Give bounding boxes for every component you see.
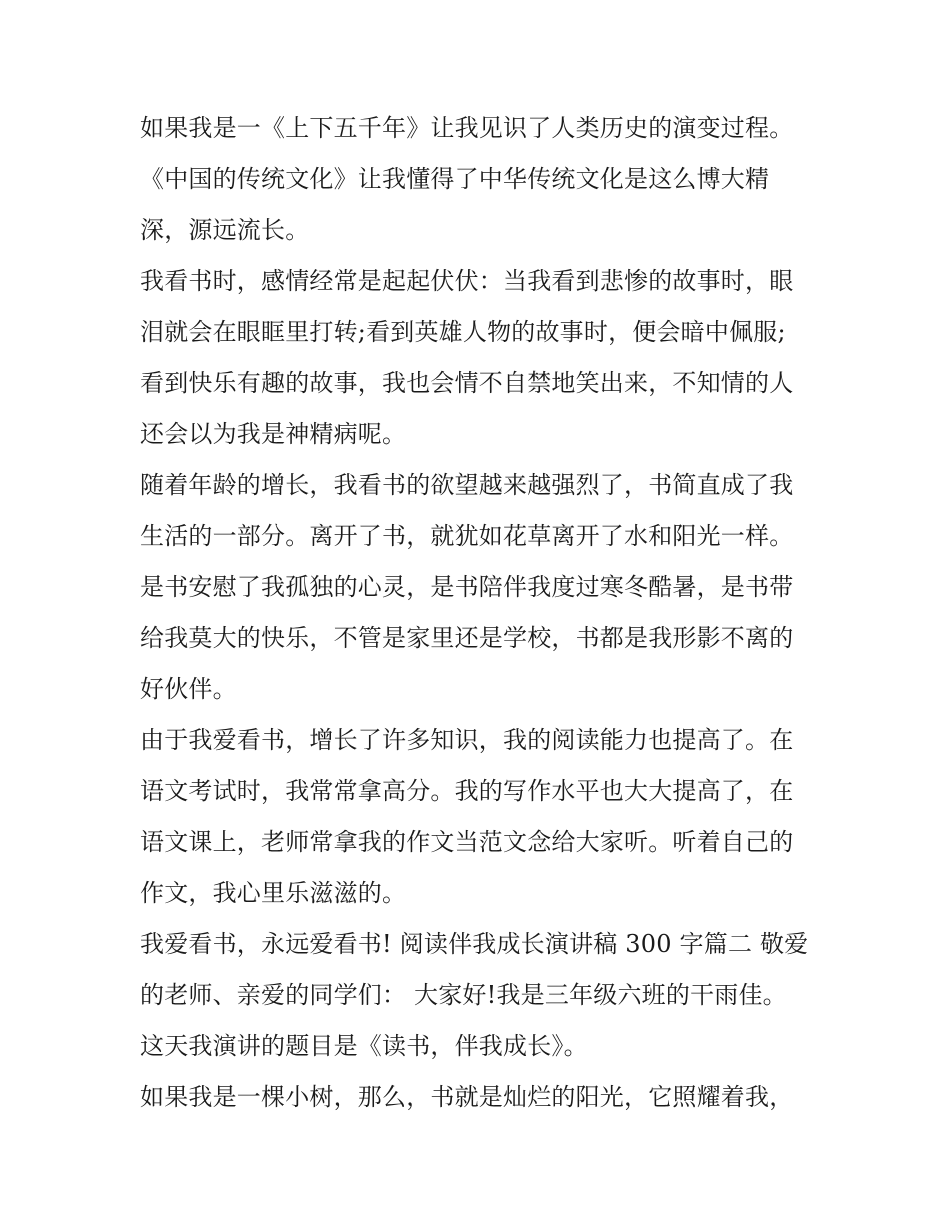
text-line: 还会以为我是神精病呢。 xyxy=(140,420,407,448)
text-line: 这天我演讲的题目是《读书，伴我成长》。 xyxy=(140,1032,588,1060)
text-line: 作文，我心里乐滋滋的。 xyxy=(140,879,407,907)
text-line: 是书安慰了我孤独的心灵，是书陪伴我度过寒冬酷暑，是书带 xyxy=(140,573,794,601)
text-line: 生活的一部分。离开了书，就犹如花草离开了水和阳光一样。 xyxy=(140,522,794,550)
text-line: 给我莫大的快乐，不管是家里还是学校，书都是我形影不离的 xyxy=(140,624,794,652)
text-line: 由于我爱看书，增长了许多知识，我的阅读能力也提高了。在 xyxy=(140,726,794,754)
text-line: 深，源远流长。 xyxy=(140,216,310,244)
text-line: 好伙伴。 xyxy=(140,675,237,703)
text-line: 泪就会在眼眶里打转;看到英雄人物的故事时，便会暗中佩服; xyxy=(140,318,786,346)
text-line: 语文考试时，我常常拿高分。我的写作水平也大大提高了，在 xyxy=(140,777,794,805)
text-line: 语文课上，老师常拿我的作文当范文念给大家听。听着自己的 xyxy=(140,828,794,856)
text-line: 我看书时，感情经常是起起伏伏：当我看到悲惨的故事时，眼 xyxy=(140,267,794,295)
document-body xyxy=(140,103,820,1123)
text-line: 的老师、亲爱的同学们： 大家好!我是三年级六班的干雨佳。 xyxy=(140,981,787,1009)
text-line: 我爱看书，永远爱看书! 阅读伴我成长演讲稿 300 字篇二 敬爱 xyxy=(140,930,809,958)
text-line: 如果我是一《上下五千年》让我见识了人类历史的演变过程。 xyxy=(140,114,794,142)
text-line: 看到快乐有趣的故事，我也会情不自禁地笑出来，不知情的人 xyxy=(140,369,794,397)
text-line: 随着年龄的增长，我看书的欲望越来越强烈了，书简直成了我 xyxy=(140,471,794,499)
text-line: 《中国的传统文化》让我懂得了中华传统文化是这么博大精 xyxy=(140,165,770,193)
text-line: 如果我是一棵小树，那么，书就是灿烂的阳光，它照耀着我， xyxy=(140,1083,794,1111)
